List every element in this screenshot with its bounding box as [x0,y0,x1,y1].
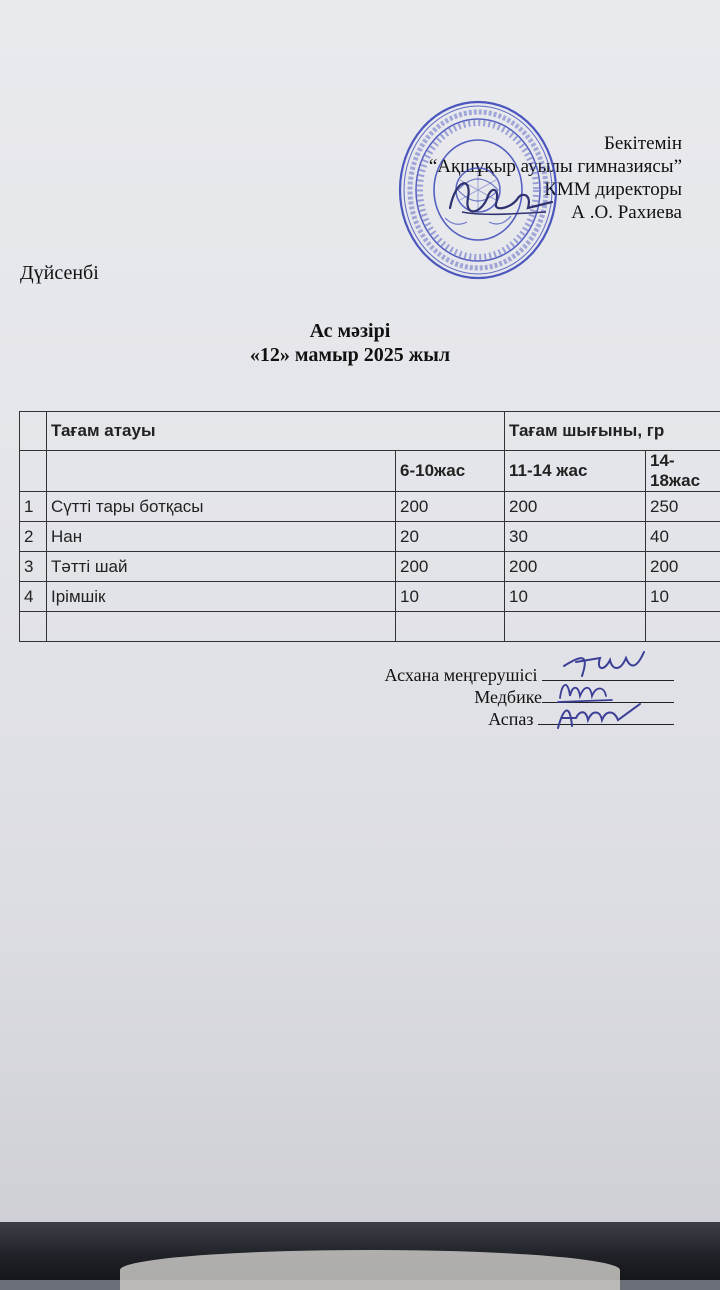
amount-6-10: 200 [396,552,505,582]
table-row [20,492,720,522]
table-cell [505,612,646,642]
table-cell [47,451,396,492]
table-cell [20,412,47,451]
table-row [20,522,720,552]
amount-11-14: 30 [505,522,646,552]
amount-6-10: 10 [396,582,505,612]
table-header-row [20,412,720,451]
cook-signature-icon [554,698,644,734]
approval-line-4: А .О. Рахиева [429,201,682,224]
director-signature-icon [442,168,562,228]
menu-date: «12» мамыр 2025 жыл [0,344,700,367]
amount-11-14: 200 [505,492,646,522]
food-name: Ірімшік [47,582,396,612]
table-cell [20,612,47,642]
amount-14-18: 10 [646,582,720,612]
table-row [20,552,720,582]
approval-line-3: КММ директоры [429,178,682,201]
amount-11-14: 10 [505,582,646,612]
menu-table [19,411,720,642]
menu-title: Ас мәзірі [0,320,700,343]
header-food-name: Тағам атауы [47,412,505,451]
header-food-usage: Тағам шығыны, гр [505,412,720,451]
table-cell [646,612,720,642]
row-number: 1 [20,492,47,522]
desk-object [120,1250,620,1290]
cook-label: Аспаз [488,709,533,729]
food-name: Сүтті тары ботқасы [47,492,396,522]
row-number: 3 [20,552,47,582]
amount-6-10: 20 [396,522,505,552]
approval-line-2: “Ақшұқыр ауылы гимназиясы” [429,155,682,178]
food-name: Нан [47,522,396,552]
table-cell [20,451,47,492]
food-name: Тәтті шай [47,552,396,582]
age-group-2: 11-14 жас [505,451,646,492]
amount-14-18: 250 [646,492,720,522]
weekday-label: Дүйсенбі [20,262,99,285]
head-cook-label: Асхана меңгерушісі [385,665,538,685]
nurse-label: Медбике [474,687,542,707]
amount-11-14: 200 [505,552,646,582]
table-row-empty [20,612,720,642]
table-age-row [20,451,720,492]
row-number: 2 [20,522,47,552]
table-cell [47,612,396,642]
age-group-1: 6-10жас [396,451,505,492]
amount-14-18: 40 [646,522,720,552]
table-row [20,582,720,612]
row-number: 4 [20,582,47,612]
approval-line-1: Бекітемін [429,132,682,155]
amount-14-18: 200 [646,552,720,582]
table-cell [396,612,505,642]
age-group-3: 14-18жас [646,451,720,492]
amount-6-10: 200 [396,492,505,522]
